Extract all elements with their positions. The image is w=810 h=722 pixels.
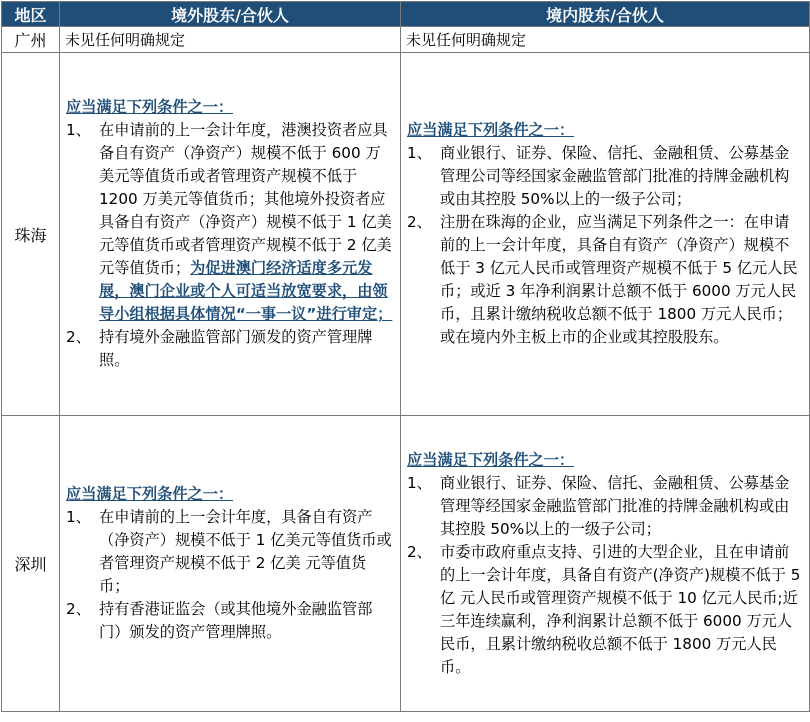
- row-zhuhai: [2, 53, 810, 416]
- zhuhai-domestic-item-1: [407, 142, 802, 211]
- region-shenzhen: 深圳: [2, 416, 60, 712]
- shenzhen-foreign: [60, 416, 401, 712]
- item-number: 2、: [66, 600, 91, 618]
- shenzhen-domestic: [401, 416, 810, 712]
- header-row: [2, 2, 810, 27]
- shenzhen-domestic-item-1: [407, 472, 802, 541]
- shenzhen-foreign-heading: 应当满足下列条件之一：: [66, 485, 234, 503]
- requirements-table: [1, 1, 810, 712]
- item-number: 2、: [407, 542, 432, 561]
- item-number: 1、: [407, 144, 432, 162]
- zhuhai-domestic: [401, 53, 810, 416]
- zhuhai-domestic-heading: 应当满足下列条件之一：: [407, 121, 575, 139]
- header-region: 地区: [2, 2, 60, 27]
- item-number: 1、: [407, 473, 432, 492]
- shenzhen-domestic-item-2: [407, 541, 802, 679]
- item-number: 1、: [66, 508, 91, 526]
- zhuhai-foreign-item-2: [66, 326, 393, 372]
- row-guangzhou: [2, 27, 810, 53]
- item-text: [99, 119, 393, 326]
- item-number: 2、: [66, 328, 91, 346]
- shenzhen-foreign-item-1: [66, 506, 393, 598]
- zhuhai-foreign-item-1: [66, 119, 393, 326]
- item-text-body: 在申请前的上一会计年度，港澳投资者应具备自有资产（净资产）规模不低于 600 万美元等值货币或者管理资产规模不低于 1200 万美元等值货币；其他境外投资者应具备自有资产（净资产）规模不低于 1 亿美元等值货币或者管理资产规模不低于 2 亿美元等值货币；: [99, 121, 392, 277]
- macau-relaxation-note: 为促进澳门经济适度多元发展，澳门企业或个人可适当放宽要求，由领导小组根据具体情况“一事一议”进行审定；: [99, 259, 393, 323]
- shenzhen-foreign-item-2: [66, 598, 393, 644]
- zhuhai-foreign-heading: 应当满足下列条件之一：: [66, 98, 234, 116]
- header-domestic: 境内股东/合伙人: [401, 2, 810, 27]
- guangzhou-foreign: 未见任何明确规定: [60, 27, 401, 53]
- row-shenzhen: [2, 416, 810, 712]
- zhuhai-foreign: [60, 53, 401, 416]
- shenzhen-domestic-heading: 应当满足下列条件之一：: [407, 450, 575, 469]
- item-text: 市委市政府重点支持、引进的大型企业，且在申请前的上一会计年度，具备自有资产(净资产)规模不低于 5 亿 元人民币或管理资产规模不低于 10 亿元人民币;近三年连续赢利，净利润累计总额不低于 6000 万元人民币，且累计缴纳税收总额不低于 1800 万元人民币。: [440, 542, 801, 676]
- item-text: 注册在珠海的企业，应当满足下列条件之一：在申请前的上一会计年度，具备自有资产（净资产）规模不低于 3 亿元人民币或管理资产规模不低于 5 亿元人民币；或近 3 年净利润累计总额不低于 6000 万元人民币，且累计缴纳税收总额不低于 1800 万元人民币；或在境内外主板上市的企业或其控股股东。: [440, 213, 798, 346]
- item-text: 商业银行、证券、保险、信托、金融租赁、公募基金管理等经国家金融监管部门批准的持牌金融机构或由其控股 50%以上的一级子公司；: [440, 473, 790, 538]
- zhuhai-domestic-item-2: [407, 211, 802, 349]
- item-number: 2、: [407, 213, 432, 231]
- item-text: 持有境外金融监管部门颁发的资产管理牌照。: [99, 328, 373, 369]
- item-text: 商业银行、证券、保险、信托、金融租赁、公募基金管理公司等经国家金融监管部门批准的持牌金融机构或由其控股 50%以上的一级子公司；: [440, 144, 790, 208]
- item-text: 持有香港证监会（或其他境外金融监管部门）颁发的资产管理牌照。: [99, 600, 373, 641]
- item-number: 1、: [66, 121, 91, 139]
- region-zhuhai: 珠海: [2, 53, 60, 416]
- region-guangzhou: 广州: [2, 27, 60, 53]
- item-text: 在申请前的上一会计年度，具备自有资产（净资产）规模不低于 1 亿美元等值货币或者管理资产规模不低于 2 亿美 元等值货币；: [99, 508, 392, 595]
- guangzhou-domestic: 未见任何明确规定: [401, 27, 810, 53]
- header-foreign: 境外股东/合伙人: [60, 2, 401, 27]
